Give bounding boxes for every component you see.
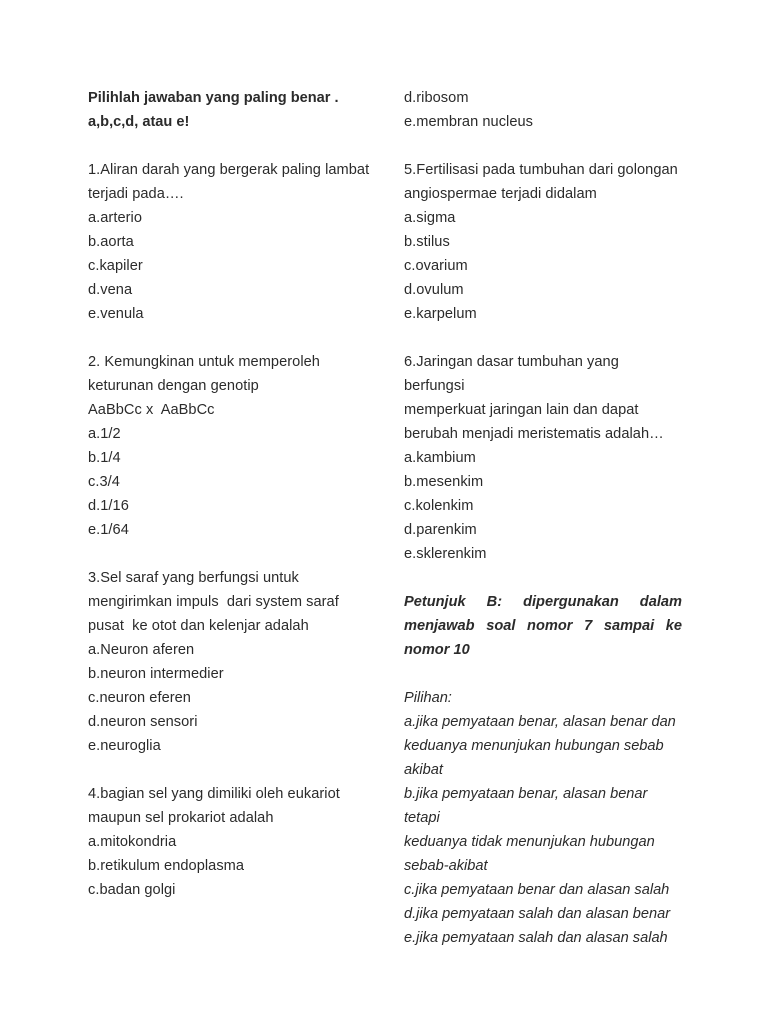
question-6	[404, 350, 682, 566]
instruction-heading	[88, 86, 378, 134]
question-1-option-c: c.kapiler	[88, 258, 143, 274]
question-3-stem-line-3: pusat ke otot dan kelenjar adalah	[88, 618, 309, 634]
question-4-option-e: e.membran nucleus	[404, 114, 534, 130]
question-2-option-d: d.1/16	[88, 498, 129, 514]
question-2-option-b: b.1/4	[88, 450, 121, 466]
question-1-option-a: a.arterio	[88, 210, 142, 226]
question-6-stem-line-2: memperkuat jaringan lain dan dapat	[404, 402, 639, 418]
pilihan-option-a-line-1: a.jika pemyataan benar, alasan benar dan	[404, 714, 676, 730]
question-5-option-b: b.stilus	[404, 234, 450, 250]
question-1	[88, 158, 378, 326]
question-2-stem-line-2: keturunan dengan genotip	[88, 378, 259, 394]
pilihan-option-d: d.jika pemyataan salah dan alasan benar	[404, 906, 671, 922]
question-4-stem-line-1: 4.bagian sel yang dimiliki oleh eukariot	[88, 786, 340, 802]
question-5-stem-line-2: angiospermae terjadi didalam	[404, 186, 597, 202]
pilihan-option-c: c.jika pemyataan benar dan alasan salah	[404, 882, 670, 898]
pilihan-section	[404, 686, 682, 950]
question-1-stem-line-1: 1.Aliran darah yang bergerak paling lambat	[88, 162, 370, 178]
question-4-continued	[404, 86, 682, 134]
question-6-stem-line-3: berubah menjadi meristematis adalah…	[404, 426, 664, 442]
question-3-stem-line-2: mengirimkan impuls dari system saraf	[88, 594, 339, 610]
question-1-option-b: b.aorta	[88, 234, 134, 250]
pilihan-option-a-line-2: keduanya menunjukan hubungan sebab	[404, 738, 664, 754]
question-6-option-a: a.kambium	[404, 450, 476, 466]
left-column	[88, 86, 378, 902]
question-3-option-b: b.neuron intermedier	[88, 666, 224, 682]
pilihan-label: Pilihan:	[404, 690, 452, 706]
question-5-option-d: d.ovulum	[404, 282, 464, 298]
question-4-option-d: d.ribosom	[404, 90, 469, 106]
question-6-option-b: b.mesenkim	[404, 474, 484, 490]
question-4-option-b: b.retikulum endoplasma	[88, 858, 245, 874]
instruction-heading-line-1: Pilihlah jawaban yang paling benar .	[88, 90, 339, 106]
question-4-stem-line-2: maupun sel prokariot adalah	[88, 810, 274, 826]
petunjuk-b-heading	[404, 590, 682, 662]
pilihan-option-b-line-2: keduanya tidak menunjukan hubungan	[404, 834, 655, 850]
pilihan-option-b-line-3: sebab-akibat	[404, 858, 488, 874]
question-1-option-e: e.venula	[88, 306, 144, 322]
question-5	[404, 158, 682, 326]
petunjuk-b-body: Petunjuk B: dipergunakan dalam menjawab soal nomor 7 sampai ke nomor 10	[404, 594, 682, 658]
petunjuk-b-text	[404, 590, 682, 662]
question-6-option-e: e.sklerenkim	[404, 546, 487, 562]
question-6-stem-line-1: 6.Jaringan dasar tumbuhan yang berfungsi	[404, 354, 623, 394]
pilihan-option-a-line-3: akibat	[404, 762, 443, 778]
question-2-stem-line-3: AaBbCc x AaBbCc	[88, 402, 215, 418]
question-3-option-c: c.neuron eferen	[88, 690, 191, 706]
question-5-stem-line-1: 5.Fertilisasi pada tumbuhan dari golongan	[404, 162, 678, 178]
pilihan-option-b-line-1: b.jika pemyataan benar, alasan benar tetapi	[404, 786, 652, 826]
question-4	[88, 782, 378, 902]
question-3-stem-line-1: 3.Sel saraf yang berfungsi untuk	[88, 570, 299, 586]
right-column	[404, 86, 682, 950]
question-4-option-a: a.mitokondria	[88, 834, 177, 850]
question-2-option-e: e.1/64	[88, 522, 129, 538]
question-3-option-a: a.Neuron aferen	[88, 642, 195, 658]
question-6-option-d: d.parenkim	[404, 522, 477, 538]
instruction-heading-line-2: a,b,c,d, atau e!	[88, 114, 190, 130]
question-2	[88, 350, 378, 542]
question-2-stem-line-1: 2. Kemungkinan untuk memperoleh	[88, 354, 320, 370]
question-3-option-d: d.neuron sensori	[88, 714, 198, 730]
question-5-option-c: c.ovarium	[404, 258, 468, 274]
question-3-option-e: e.neuroglia	[88, 738, 161, 754]
question-5-option-e: e.karpelum	[404, 306, 477, 322]
question-5-option-a: a.sigma	[404, 210, 456, 226]
question-4-option-c: c.badan golgi	[88, 882, 176, 898]
pilihan-option-e: e.jika pemyataan salah dan alasan salah	[404, 930, 668, 946]
question-1-stem-line-2: terjadi pada….	[88, 186, 184, 202]
question-6-option-c: c.kolenkim	[404, 498, 474, 514]
question-1-option-d: d.vena	[88, 282, 133, 298]
question-3	[88, 566, 378, 758]
question-2-option-c: c.3/4	[88, 474, 120, 490]
question-2-option-a: a.1/2	[88, 426, 121, 442]
